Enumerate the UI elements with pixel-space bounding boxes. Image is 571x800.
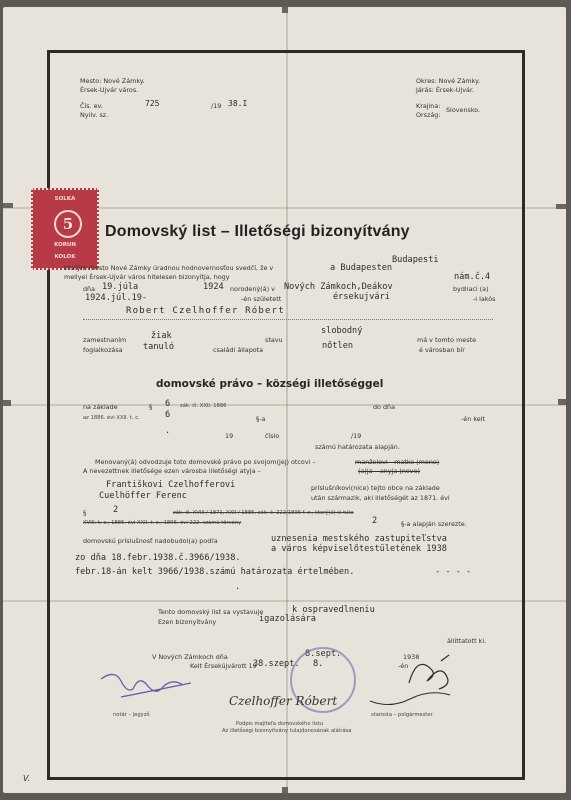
typed-ersek: érsekujvári <box>333 292 390 302</box>
typed-budapesten: a Budapesten <box>330 263 393 273</box>
header-jaras: Járás: Érsek-Ujvár. <box>416 86 475 94</box>
label-allittatott: állíttatott ki. <box>447 637 487 645</box>
header-ersek: Érsek-Ujvár város. <box>80 86 139 94</box>
label-prisl: príslušníkovi(nice) tejto obce na základe <box>311 484 440 492</box>
label-zak: zák. čl. XXII. 1886 <box>180 403 227 409</box>
label-alapjan: §-a alapján szerezte. <box>401 520 467 528</box>
name-line <box>83 319 493 320</box>
mayor-signature-2 <box>368 687 453 715</box>
header-cis-label: Čís. ev. <box>80 102 103 110</box>
line-ktorym: ktorým mesto Nové Zámky úradnou hodnovernosťou svedčí, že v <box>64 264 274 272</box>
stamp-top-text: SOLKA <box>54 196 76 202</box>
notary-signature <box>91 667 201 709</box>
typed-day: 19.júla <box>102 282 139 292</box>
label-podpis-1: Podpis majiteľa domovského listu <box>236 721 324 727</box>
document-title: Domovský list – Illetőségi bizonyítvány <box>105 223 410 240</box>
header-year: /19 <box>211 102 222 110</box>
header-mesto: Mesto: Nové Zámky. <box>80 77 145 85</box>
paper-tear <box>556 204 566 209</box>
typed-occupation: žiak <box>151 331 172 341</box>
label-szuletett: -én született <box>241 295 282 303</box>
label-na-zaklade: na základe <box>83 403 118 411</box>
typed-sec6a: 6 <box>165 399 171 409</box>
label-menovany: Menovaný(á) odvodzuje toto domovské právo po svojom(jej) otcovi – <box>95 458 316 466</box>
header-slovensko: Slovensko. <box>446 106 481 114</box>
typed-dot: . <box>165 426 171 436</box>
label-nevezett: A nevezettnek illetősége ezen városba illetőségi atyja – <box>83 467 261 475</box>
typed-dashes: - - - - <box>435 567 472 577</box>
label-y19: 19 <box>225 432 234 440</box>
header-nyilv: Nyilv. sz. <box>80 111 109 119</box>
typed-dob: 1924.júl.19- <box>85 293 148 303</box>
stamp-value: 5 <box>54 210 82 238</box>
section-sign-c: § <box>83 509 87 517</box>
document-sheet <box>3 7 566 793</box>
label-tento: Tento domovský list sa vystavuje <box>158 608 264 616</box>
margin-note: V. <box>23 774 31 783</box>
typed-date: 8.sept. <box>305 649 342 659</box>
typed-address: nám.č.4 <box>454 272 491 282</box>
label-manzelovi: manželovi - matke (mene) <box>355 458 440 466</box>
label-bydliaci: bydliaci (a) <box>453 285 489 293</box>
label-en: -én <box>398 662 409 670</box>
section-sign-b: §-a <box>256 415 266 423</box>
holder-signature: Czelhoffer Róbert <box>229 694 338 708</box>
label-xviii: XVIII. t. c., 1886. évi XXII. t. c., 1896. évi 222. számú törvény <box>83 520 242 526</box>
label-y19b: /19 <box>351 432 362 440</box>
stamp-bottom-text: KOLOK <box>54 254 76 260</box>
typed-dot-2: . <box>235 582 241 592</box>
typed-kelt2-day: 8. <box>313 659 324 669</box>
paper-tear <box>558 399 566 405</box>
label-varosban: é városban bír <box>419 346 465 354</box>
label-stavu: stavu <box>265 336 283 344</box>
section-sign-a: § <box>149 403 153 411</box>
label-szamu: számú határozata alapján. <box>315 443 400 451</box>
header-okres: Okres: Nové Zámky. <box>416 77 480 85</box>
label-y1938: 1938 <box>403 653 420 661</box>
label-v-novych: V Nových Zámkoch dňa <box>152 653 228 661</box>
label-kelt: -én kelt <box>461 415 486 423</box>
typed-febr: febr.18-án kelt 3966/1938.számú határozata értelmében. <box>75 567 355 577</box>
typed-birthplace: Nových Zámkoch,Deákov <box>284 282 393 292</box>
typed-status: slobodný <box>321 326 363 336</box>
label-podpis-2: Az illetőségi bizonyítvány tulajdonosának aláírása <box>222 728 352 734</box>
label-utan: után származik, aki illetőségét az 1871. évi <box>311 494 450 502</box>
header-cis-value: 725 <box>145 99 160 108</box>
line-mellyel: mellyel Érsek-Ujvár város hitelesen bizonyítja, hogy <box>64 273 230 281</box>
label-az1886: az 1886. évi XXII. t. c. <box>83 415 140 421</box>
typed-zo: zo dňa 18.febr.1938.č.3966/1938. <box>75 553 241 563</box>
label-starosta: starosta – polgármester <box>371 712 433 718</box>
revenue-stamp <box>31 188 99 270</box>
paper-tear <box>282 787 288 793</box>
label-kelt2: Kelt Érsekújvárott 19 <box>190 662 257 670</box>
label-notar: notár – jegyző <box>113 712 150 718</box>
label-narodeny: norodený(á) v <box>230 285 275 293</box>
typed-budapesti: Budapesti <box>392 255 439 265</box>
header-orszag: Ország: <box>416 111 441 119</box>
typed-parent-2: Cuelhöffer Ferenc <box>99 491 187 501</box>
label-dna: dňa <box>83 285 96 293</box>
typed-uznes: uznesenia mestského zastupiteľstva <box>271 534 447 544</box>
label-zak2: zák. čl. XVIII / 1871, XXII / 1886, zák. č. 222/1896 f. z., ktorý(á) si túto <box>173 510 354 516</box>
typed-kelt2: 38.szept. <box>253 659 300 669</box>
paper-tear <box>3 203 13 208</box>
typed-foglal: tanuló <box>143 342 175 352</box>
label-do-dna: do dňa <box>373 403 396 411</box>
typed-tento: k ospravedlneniu <box>292 605 375 615</box>
typed-par2: 2 <box>372 516 378 526</box>
label-domovsku: domovskú príslušnosť nadobudol(a) podľa <box>83 537 218 545</box>
typed-year: 1924 <box>203 282 224 292</box>
label-anyja: (a)ja – anyja (neve) <box>358 467 421 475</box>
paper-tear <box>3 400 11 406</box>
header-krajina: Krajina: <box>416 102 441 110</box>
label-cislo: číslo <box>265 432 280 440</box>
typed-par: 2 <box>113 505 119 515</box>
typed-sec6b: 6 <box>165 410 171 420</box>
label-lakos: -i lakós <box>473 295 496 303</box>
domovske-pravo: domovské právo – községi illetőséggel <box>156 378 384 390</box>
typed-name: Robert Czelhoffer Róbert <box>126 306 285 316</box>
header-year-value: 38.I <box>228 99 248 108</box>
typed-ezen: igazolására <box>259 614 316 624</box>
stamp-text: KORUN <box>54 242 76 248</box>
label-foglal: foglalkozása <box>83 346 123 354</box>
typed-kepv: a város képviselőtestületének 1938 <box>271 544 447 554</box>
label-csaladi: családi állapota <box>213 346 264 354</box>
typed-csaladi: nőtlen <box>322 341 354 351</box>
label-ezen: Ezen bizonyítvány <box>158 618 217 626</box>
paper-tear <box>282 7 288 13</box>
label-ma: má v tomto meste <box>417 336 476 344</box>
label-zamest: zamestnaním <box>83 336 127 344</box>
typed-parent-1: Františkovi Czelhofferovi <box>106 480 236 490</box>
